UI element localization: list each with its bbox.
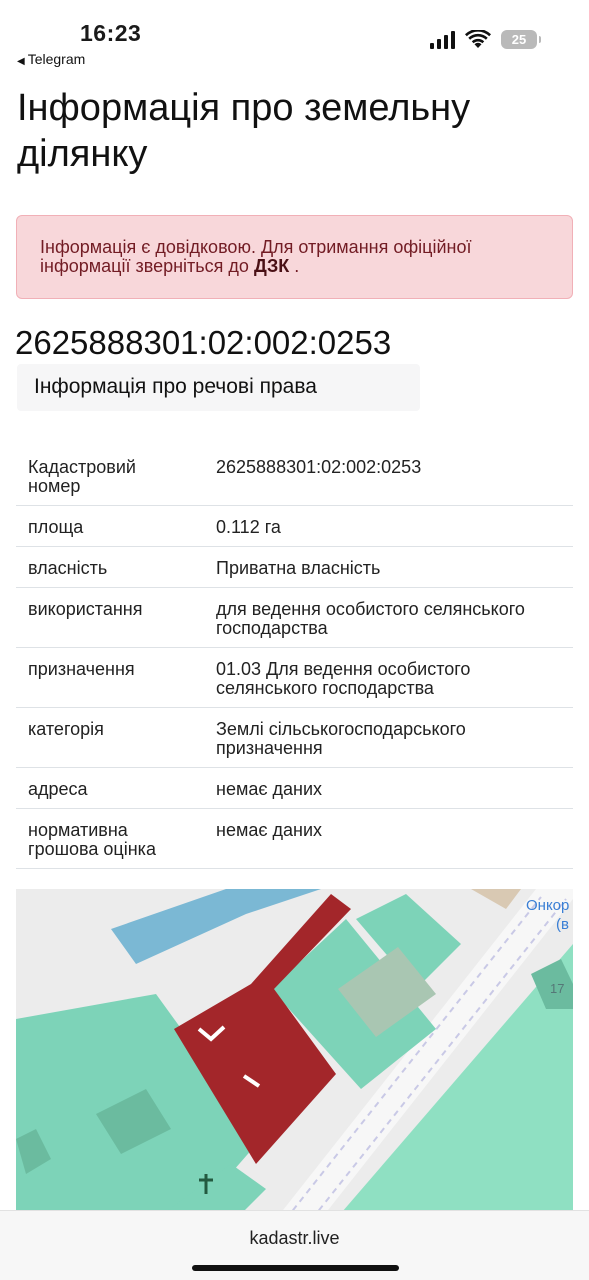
parcel-map[interactable] <box>16 889 573 1219</box>
map-road-label: Онкор <box>526 897 570 914</box>
row-key: використання <box>16 588 204 648</box>
row-value: для ведення особистого селянського господарства <box>204 588 573 648</box>
row-key: площа <box>16 506 204 547</box>
status-time: 16:23 <box>80 20 142 46</box>
row-value: 2625888301:02:002:0253 <box>204 446 573 506</box>
browser-url-bar[interactable] <box>0 1210 589 1280</box>
row-value: Землі сільськогосподарського призначення <box>204 708 573 768</box>
table-row <box>16 708 573 768</box>
row-key: адреса <box>16 768 204 809</box>
wifi-icon <box>465 30 491 49</box>
cadastral-number-heading: 2625888301:02:002:0253 <box>15 324 392 361</box>
table-row <box>16 506 573 547</box>
row-value: немає даних <box>204 768 573 809</box>
back-to-telegram-link[interactable] <box>17 51 85 67</box>
row-value: немає даних <box>204 809 573 869</box>
row-key: нормативна грошова оцінка <box>16 809 204 869</box>
back-app-label: Telegram <box>27 51 86 67</box>
row-value: 01.03 Для ведення особистого селянського господарства <box>204 648 573 708</box>
back-arrow-icon: ◀ <box>17 56 25 67</box>
map-parcel-number: 17 <box>550 981 565 996</box>
table-row <box>16 446 573 506</box>
alert-text: Інформація є довідковою. Для отримання офіційної інформації зверніться до <box>40 237 472 276</box>
table-row <box>16 547 573 588</box>
rights-info-button[interactable]: Інформація про речові права <box>17 364 420 411</box>
row-value: 0.112 га <box>204 506 573 547</box>
dzk-link[interactable]: ДЗК <box>253 256 290 276</box>
status-bar <box>0 0 589 70</box>
table-row <box>16 768 573 809</box>
table-row <box>16 809 573 869</box>
row-value: Приватна власність <box>204 547 573 588</box>
parcel-info-table <box>16 446 573 869</box>
table-row <box>16 588 573 648</box>
info-alert <box>16 215 573 299</box>
map-road-sublabel: (в <box>556 916 569 933</box>
row-key: власність <box>16 547 204 588</box>
page-title: Інформація про земельну ділянку <box>17 87 471 175</box>
home-indicator[interactable] <box>192 1265 399 1271</box>
status-icons <box>430 30 537 49</box>
row-key: категорія <box>16 708 204 768</box>
row-key: призначення <box>16 648 204 708</box>
row-key: Кадастровий номер <box>16 446 204 506</box>
table-row <box>16 648 573 708</box>
cellular-signal-icon <box>430 31 455 49</box>
battery-icon: 25 <box>501 30 537 49</box>
alert-suffix: . <box>289 256 300 276</box>
url-text: kadastr.live <box>249 1228 340 1248</box>
